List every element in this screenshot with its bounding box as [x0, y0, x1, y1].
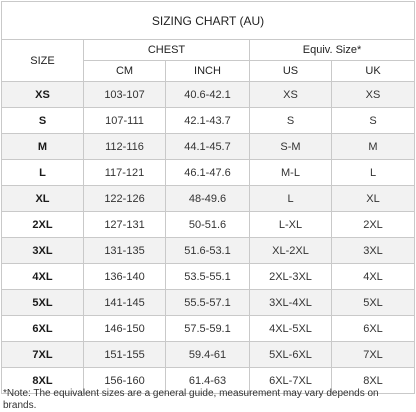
uk-cell: 2XL — [332, 212, 415, 238]
cm-cell: 131-135 — [84, 238, 166, 264]
uk-cell: XL — [332, 186, 415, 212]
footnote: *Note: The equivalent sizes are a general guide, measurement may vary depends on brands. — [3, 388, 379, 411]
uk-cell: 8XL — [332, 368, 415, 394]
inch-cell: 59.4-61 — [166, 342, 250, 368]
us-cell: S — [250, 108, 332, 134]
us-cell: 2XL-3XL — [250, 264, 332, 290]
uk-header: UK — [332, 61, 415, 82]
us-cell: M-L — [250, 160, 332, 186]
size-header: SIZE — [2, 40, 84, 82]
chest-header: CHEST — [84, 40, 250, 61]
size-cell: M — [2, 134, 84, 160]
inch-cell: 40.6-42.1 — [166, 82, 250, 108]
us-cell: L-XL — [250, 212, 332, 238]
table-row — [2, 264, 415, 290]
size-cell: L — [2, 160, 84, 186]
sizing-table — [1, 1, 415, 394]
inch-header: INCH — [166, 61, 250, 82]
inch-cell: 44.1-45.7 — [166, 134, 250, 160]
table-row — [2, 134, 415, 160]
us-cell: 6XL-7XL — [250, 368, 332, 394]
cm-cell: 141-145 — [84, 290, 166, 316]
table-row — [2, 316, 415, 342]
inch-cell: 48-49.6 — [166, 186, 250, 212]
size-cell: 4XL — [2, 264, 84, 290]
size-cell: 2XL — [2, 212, 84, 238]
us-cell: 5XL-6XL — [250, 342, 332, 368]
uk-cell: 6XL — [332, 316, 415, 342]
uk-cell: 7XL — [332, 342, 415, 368]
cm-cell: 151-155 — [84, 342, 166, 368]
uk-cell: XS — [332, 82, 415, 108]
table-row — [2, 342, 415, 368]
inch-cell: 50-51.6 — [166, 212, 250, 238]
cm-header: CM — [84, 61, 166, 82]
size-cell: 5XL — [2, 290, 84, 316]
cm-cell: 156-160 — [84, 368, 166, 394]
cm-cell: 136-140 — [84, 264, 166, 290]
chart-title: SIZING CHART (AU) — [2, 2, 415, 40]
inch-cell: 55.5-57.1 — [166, 290, 250, 316]
table-row — [2, 212, 415, 238]
us-cell: L — [250, 186, 332, 212]
title-row — [2, 2, 415, 40]
uk-cell: M — [332, 134, 415, 160]
equiv-size-header: Equiv. Size* — [250, 40, 415, 61]
cm-cell: 112-116 — [84, 134, 166, 160]
us-cell: XS — [250, 82, 332, 108]
inch-cell: 53.5-55.1 — [166, 264, 250, 290]
inch-cell: 42.1-43.7 — [166, 108, 250, 134]
table-row — [2, 186, 415, 212]
table-row — [2, 160, 415, 186]
cm-cell: 117-121 — [84, 160, 166, 186]
cm-cell: 103-107 — [84, 82, 166, 108]
uk-cell: L — [332, 160, 415, 186]
table-row — [2, 238, 415, 264]
inch-cell: 61.4-63 — [166, 368, 250, 394]
cm-cell: 107-111 — [84, 108, 166, 134]
cm-cell: 146-150 — [84, 316, 166, 342]
us-cell: 3XL-4XL — [250, 290, 332, 316]
uk-cell: S — [332, 108, 415, 134]
cm-cell: 122-126 — [84, 186, 166, 212]
group-header-row — [2, 40, 415, 61]
cm-cell: 127-131 — [84, 212, 166, 238]
table-row — [2, 82, 415, 108]
size-cell: XS — [2, 82, 84, 108]
uk-cell: 5XL — [332, 290, 415, 316]
size-cell: S — [2, 108, 84, 134]
uk-cell: 3XL — [332, 238, 415, 264]
size-cell: 6XL — [2, 316, 84, 342]
inch-cell: 51.6-53.1 — [166, 238, 250, 264]
inch-cell: 46.1-47.6 — [166, 160, 250, 186]
size-cell: 7XL — [2, 342, 84, 368]
us-cell: XL-2XL — [250, 238, 332, 264]
table-row — [2, 108, 415, 134]
uk-cell: 4XL — [332, 264, 415, 290]
us-cell: 4XL-5XL — [250, 316, 332, 342]
size-cell: 8XL — [2, 368, 84, 394]
size-cell: 3XL — [2, 238, 84, 264]
inch-cell: 57.5-59.1 — [166, 316, 250, 342]
table-body — [2, 2, 415, 394]
size-cell: XL — [2, 186, 84, 212]
table-row — [2, 290, 415, 316]
us-header: US — [250, 61, 332, 82]
us-cell: S-M — [250, 134, 332, 160]
